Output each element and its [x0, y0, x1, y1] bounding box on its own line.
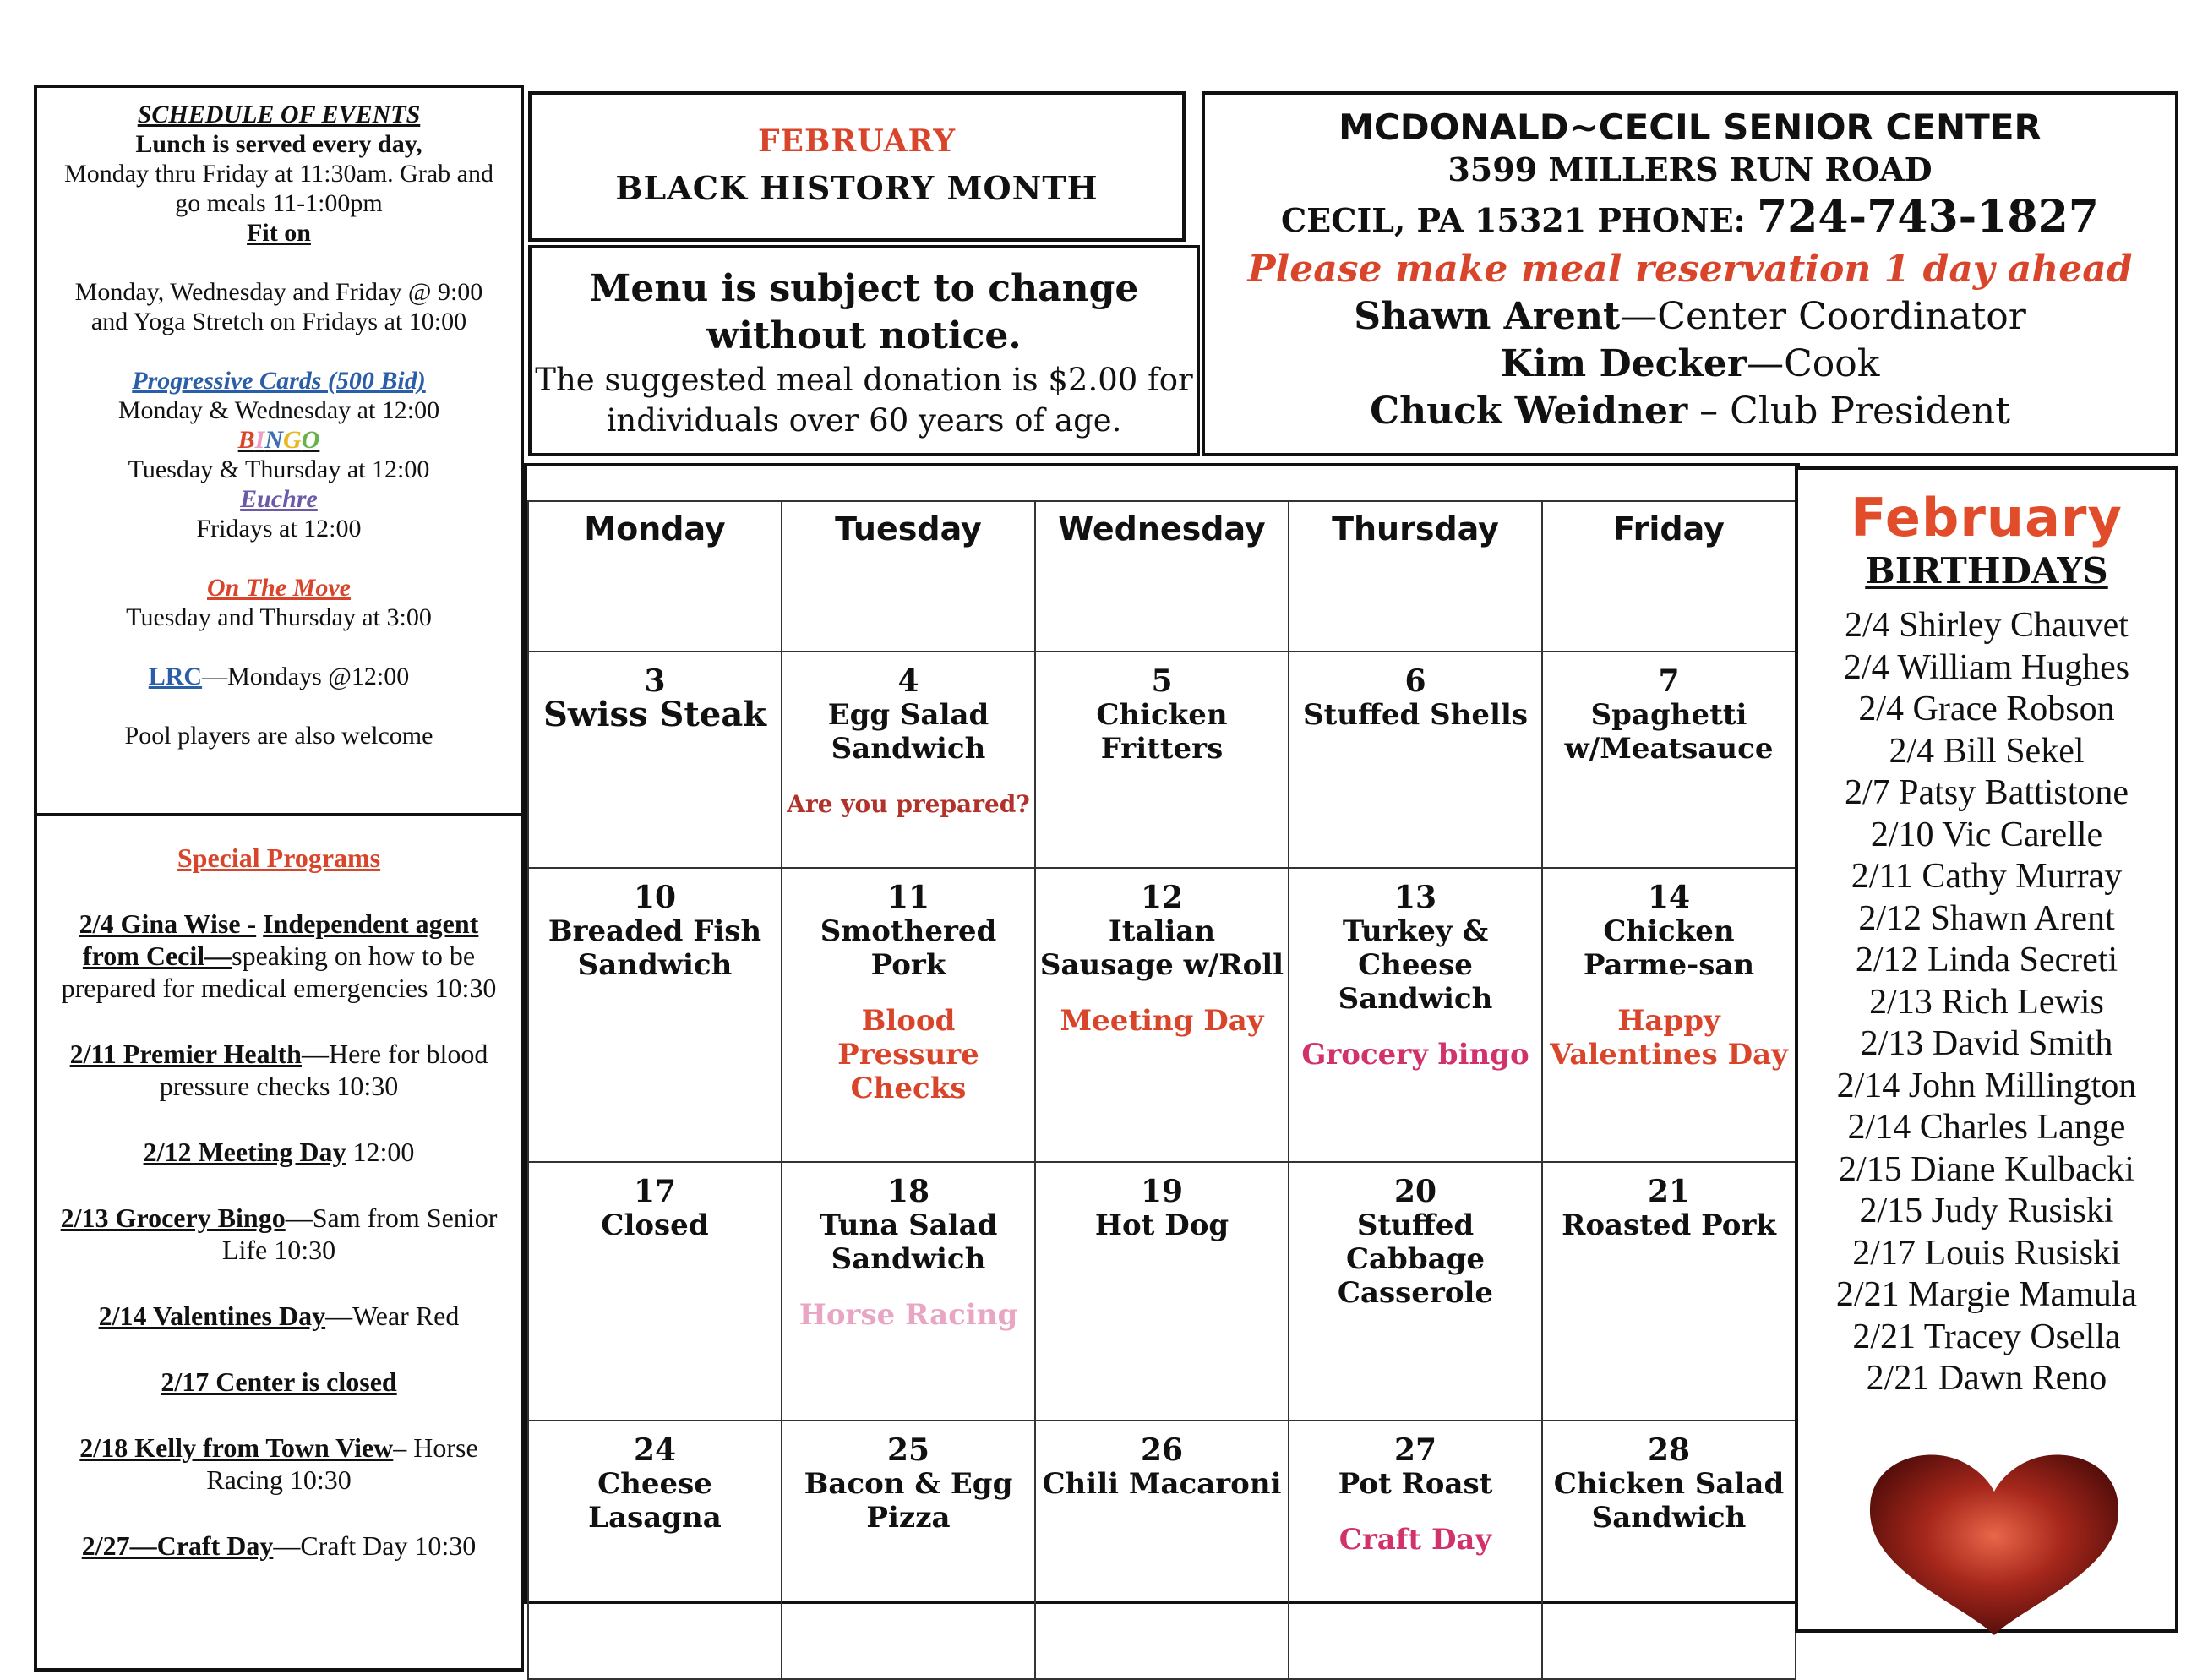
- calendar-day-cell: [782, 652, 1035, 868]
- staff-name: Kim Decker: [1500, 342, 1747, 385]
- day-event: Meeting Day: [1060, 1004, 1264, 1038]
- birthdays-title: BIRTHDAYS: [1865, 550, 2108, 592]
- center-phone: 724-743-1827: [1756, 191, 2099, 243]
- birthday-item: 2/10 Vic Carelle: [1870, 815, 2103, 854]
- bingo-letter: B: [237, 426, 255, 454]
- program-item: [54, 1038, 504, 1102]
- day-number: 6: [1404, 663, 1426, 699]
- birthday-item: 2/4 Shirley Chauvet: [1845, 606, 2129, 645]
- program-item: [54, 1136, 504, 1168]
- pool-note: Pool players are also welcome: [124, 722, 433, 750]
- fit-on-title: Fit on: [247, 219, 311, 247]
- staff-name: Chuck Weidner: [1370, 390, 1688, 433]
- meal-name: Bacon & Egg Pizza: [804, 1467, 1013, 1535]
- calendar-day-cell: [1289, 1421, 1542, 1679]
- birthday-item: 2/11 Cathy Murray: [1851, 857, 2123, 896]
- bingo-title: [54, 425, 504, 455]
- day-number: 5: [1151, 663, 1173, 699]
- meal-name: Hot Dog: [1094, 1208, 1229, 1242]
- day-number: 28: [1647, 1432, 1691, 1468]
- day-event: Are you prepared?: [787, 790, 1030, 818]
- lunch-heading: Lunch is served every day,: [135, 130, 422, 158]
- meal-name: Chicken Parme-san: [1583, 914, 1755, 982]
- program-agent: Independent agent from Cecil—: [82, 908, 479, 971]
- staff-role: —Center Coordinator: [1620, 295, 2026, 338]
- on-the-move-title: On The Move: [207, 574, 351, 602]
- day-header: Friday: [1542, 501, 1796, 652]
- calendar-week-row: [528, 1162, 1796, 1421]
- birthday-item: 2/21 Tracey Osella: [1852, 1317, 2121, 1356]
- center-city-phone: [1205, 192, 2175, 246]
- program-detail: —Wear Red: [325, 1301, 460, 1331]
- calendar-day-cell: [1035, 652, 1289, 868]
- birthday-item: 2/12 Shawn Arent: [1858, 898, 2115, 938]
- menu-calendar: [524, 463, 1800, 1604]
- day-number: 19: [1140, 1174, 1184, 1209]
- schedule-of-events-panel: [34, 85, 524, 816]
- calendar-day-cell: [1289, 868, 1542, 1162]
- theme-title: BLACK HISTORY MONTH: [615, 169, 1098, 207]
- program-item: [54, 1530, 504, 1562]
- program-name: 2/18 Kelly from Town View: [79, 1432, 394, 1463]
- calendar-week-row: [528, 652, 1796, 868]
- birthday-item: 2/13 Rich Lewis: [1869, 982, 2104, 1022]
- menu-notice-box: [528, 245, 1200, 456]
- meal-name: Swiss Steak: [543, 695, 766, 734]
- on-the-move-times: Tuesday and Thursday at 3:00: [126, 603, 432, 631]
- calendar-day-cell: [1035, 1162, 1289, 1421]
- program-name: 2/13 Grocery Bingo: [60, 1203, 286, 1233]
- day-event: Horse Racing: [799, 1298, 1018, 1332]
- staff-role: —Cook: [1747, 342, 1880, 385]
- day-number: 26: [1140, 1432, 1184, 1468]
- day-number: 11: [886, 880, 930, 915]
- menu-notice-line1: Menu is subject to change: [589, 267, 1139, 310]
- birthday-item: 2/12 Linda Secreti: [1855, 941, 2118, 979]
- day-event: Happy Valentines Day: [1550, 1004, 1788, 1072]
- calendar-day-cell: [1035, 868, 1289, 1162]
- day-event: Craft Day: [1338, 1523, 1492, 1557]
- center-city: CECIL, PA 15321 PHONE:: [1281, 201, 1746, 239]
- birthday-list: [1798, 605, 2175, 1400]
- meal-name: Stuffed Cabbage Casserole: [1337, 1208, 1494, 1310]
- day-number: 10: [633, 880, 677, 915]
- birthday-item: 2/17 Louis Rusiski: [1852, 1233, 2121, 1273]
- program-name: 2/14 Valentines Day: [98, 1301, 326, 1331]
- birthday-item: 2/15 Judy Rusiski: [1859, 1192, 2114, 1230]
- bingo-letter: I: [254, 426, 265, 454]
- birthday-item: 2/4 William Hughes: [1843, 647, 2130, 687]
- day-header: Wednesday: [1035, 501, 1289, 652]
- meal-name: Pot Roast: [1338, 1467, 1493, 1501]
- calendar-header-row: [528, 501, 1796, 652]
- calendar-day-cell: [528, 868, 782, 1162]
- lrc-title: LRC: [148, 663, 203, 690]
- staff-name: Shawn Arent: [1354, 295, 1621, 338]
- meal-name: Italian Sausage w/Roll: [1039, 914, 1284, 982]
- lrc-times: —Mondays @12:00: [202, 663, 410, 690]
- meal-name: Cheese Lasagna: [588, 1467, 722, 1535]
- schedule-title: SCHEDULE OF EVENTS: [137, 101, 421, 128]
- calendar-day-cell: [528, 652, 782, 868]
- calendar-week-row: [528, 1421, 1796, 1679]
- calendar-day-cell: [528, 1162, 782, 1421]
- bingo-letter: G: [283, 426, 302, 454]
- calendar-day-cell: [528, 1421, 782, 1679]
- day-number: 24: [633, 1432, 677, 1468]
- program-item: [54, 1300, 504, 1332]
- calendar-day-cell: [782, 1421, 1035, 1679]
- lunch-text: Monday thru Friday at 11:30am. Grab and go meals 11-1:00pm: [64, 160, 493, 217]
- program-detail: —Craft Day 10:30: [273, 1530, 477, 1561]
- meal-name: Turkey & Cheese Sandwich: [1338, 914, 1493, 1016]
- birthday-item: 2/14 John Millington: [1836, 1066, 2137, 1105]
- program-name: 2/11 Premier Health: [69, 1039, 302, 1069]
- bingo-times: Tuesday & Thursday at 12:00: [128, 455, 430, 483]
- meal-name: Egg Salad Sandwich: [827, 698, 989, 766]
- donation-line2: individuals over 60 years of age.: [606, 402, 1122, 439]
- program-item: [54, 1432, 504, 1496]
- meal-name: Breaded Fish Sandwich: [548, 914, 762, 982]
- program-detail: 12:00: [346, 1137, 415, 1167]
- staff-role: – Club President: [1687, 390, 2010, 433]
- calendar-day-cell: [1542, 1421, 1796, 1679]
- day-header: Thursday: [1289, 501, 1542, 652]
- heart-icon: [1863, 1445, 2125, 1639]
- program-item: [54, 1366, 504, 1398]
- day-number: 20: [1393, 1174, 1437, 1209]
- euchre-title: Euchre: [240, 485, 318, 513]
- calendar-day-cell: [782, 1162, 1035, 1421]
- center-name: MCDONALD~CECIL SENIOR CENTER: [1338, 106, 2042, 148]
- donation-line1: The suggested meal donation is $2.00 for: [535, 362, 1193, 398]
- menu-notice-line2: without notice.: [706, 314, 1022, 357]
- day-number: 3: [644, 663, 666, 699]
- meal-name: Chicken Salad Sandwich: [1553, 1467, 1785, 1535]
- euchre-times: Fridays at 12:00: [196, 515, 362, 543]
- staff-line: [1205, 388, 2175, 435]
- program-item: [54, 908, 504, 1004]
- day-number: 13: [1393, 880, 1437, 915]
- program-name: 2/27—Craft Day: [81, 1530, 274, 1561]
- meal-name: Chicken Fritters: [1096, 698, 1228, 766]
- meal-name: Chili Macaroni: [1042, 1467, 1282, 1501]
- center-address: 3599 MILLERS RUN ROAD: [1447, 150, 1933, 188]
- day-event: Blood Pressure Checks: [837, 1004, 979, 1105]
- special-programs-title: Special Programs: [177, 843, 381, 873]
- calendar-day-cell: [1289, 1162, 1542, 1421]
- program-detail: —Here for blood pressure checks 10:30: [159, 1039, 488, 1101]
- program-name: 2/12 Meeting Day: [143, 1137, 346, 1167]
- birthday-item: 2/21 Margie Mamula: [1835, 1275, 2138, 1314]
- birthday-item: 2/4 Bill Sekel: [1889, 731, 2085, 771]
- meal-name: Spaghetti w/Meatsauce: [1564, 698, 1774, 766]
- birthday-item: 2/7 Patsy Battistone: [1845, 773, 2129, 812]
- birthday-item: 2/14 Charles Lange: [1847, 1108, 2126, 1147]
- day-number: 7: [1658, 663, 1680, 699]
- day-header: Tuesday: [782, 501, 1035, 652]
- calendar-week-row: [528, 868, 1796, 1162]
- month-title: FEBRUARY: [757, 123, 957, 159]
- birthday-item: 2/13 David Smith: [1860, 1024, 2113, 1063]
- fit-on-times: Monday, Wednesday and Friday @ 9:00 and Yoga Stretch on Fridays at 10:00: [74, 278, 483, 335]
- birthday-item: 2/15 Diane Kulbacki: [1839, 1149, 2134, 1189]
- meal-name: Roasted Pork: [1562, 1208, 1776, 1242]
- staff-line: [1205, 341, 2175, 388]
- calendar-day-cell: [1542, 868, 1796, 1162]
- cards-title: Progressive Cards (500 Bid): [132, 367, 426, 395]
- program-detail: speaking on how to be prepared for medical emergencies 10:30: [61, 941, 497, 1003]
- calendar-day-cell: [1542, 1162, 1796, 1421]
- bingo-letter: N: [264, 426, 284, 454]
- program-item: [54, 1202, 504, 1266]
- birthdays-month: February: [1851, 487, 2123, 548]
- day-number: 17: [633, 1174, 677, 1209]
- calendar-day-cell: [1542, 652, 1796, 868]
- meal-name: Tuna Salad Sandwich: [819, 1208, 998, 1276]
- program-name: 2/17 Center is closed: [161, 1366, 397, 1397]
- day-number: 4: [897, 663, 919, 699]
- program-detail: – Horse Racing 10:30: [206, 1432, 478, 1495]
- meal-name: Closed: [601, 1208, 709, 1242]
- reservation-note: Please make meal reservation 1 day ahead: [1247, 248, 2133, 291]
- calendar-day-cell: [1289, 652, 1542, 868]
- month-theme-box: [528, 91, 1186, 242]
- birthday-item: 2/4 Grace Robson: [1858, 690, 2115, 728]
- program-name: 2/4 Gina Wise -: [79, 908, 257, 939]
- day-number: 21: [1647, 1174, 1691, 1209]
- day-number: 12: [1140, 880, 1184, 915]
- staff-line: [1205, 293, 2175, 341]
- day-header: Monday: [528, 501, 782, 652]
- calendar-table: [527, 500, 1796, 1680]
- cards-times: Monday & Wednesday at 12:00: [117, 396, 440, 424]
- calendar-day-cell: [1035, 1421, 1289, 1679]
- special-programs-panel: [34, 813, 524, 1672]
- day-number: 14: [1647, 880, 1691, 915]
- day-event: Grocery bingo: [1301, 1038, 1529, 1072]
- center-info-box: [1202, 91, 2178, 456]
- day-number: 25: [886, 1432, 930, 1468]
- calendar-day-cell: [782, 868, 1035, 1162]
- lrc-line: [54, 662, 504, 691]
- meal-name: Stuffed Shells: [1302, 698, 1528, 732]
- birthday-item: 2/21 Dawn Reno: [1866, 1359, 2107, 1398]
- day-number: 18: [886, 1174, 930, 1209]
- meal-name: Smothered Pork: [820, 914, 997, 982]
- day-number: 27: [1393, 1432, 1437, 1468]
- program-detail: —Sam from Senior Life 10:30: [221, 1203, 498, 1265]
- bingo-letter: O: [301, 426, 320, 454]
